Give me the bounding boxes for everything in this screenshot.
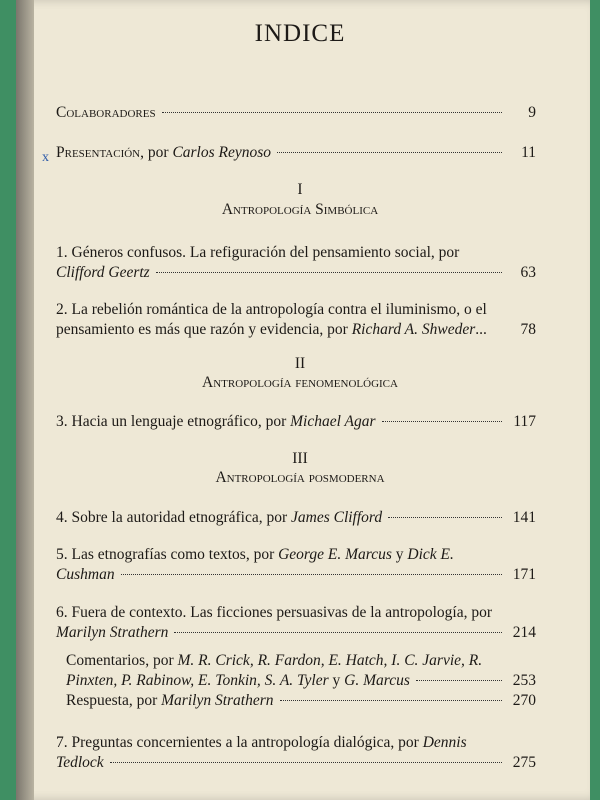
page-number: 63 bbox=[520, 264, 536, 281]
page-number: 141 bbox=[512, 509, 536, 526]
entry-authors: M. R. Crick, R. Fardon, E. Hatch, I. C. Jarvie, R. bbox=[177, 652, 483, 669]
entry-authors-cont: Pinxten, P. Rabinow, E. Tonkin, S. A. Tyler bbox=[66, 672, 329, 689]
leader-dots bbox=[174, 632, 502, 633]
entry-author: Michael Agar bbox=[290, 413, 376, 430]
part-heading: Antropología posmoderna bbox=[215, 469, 385, 486]
entry-author: James Clifford bbox=[291, 509, 383, 526]
entry-author-cont: Tedlock bbox=[56, 754, 104, 771]
toc-entry-3[interactable] bbox=[56, 412, 536, 432]
conjunction: y bbox=[395, 546, 404, 563]
leader-dots bbox=[110, 762, 502, 763]
toc-entry-5[interactable] bbox=[56, 545, 536, 585]
toc-entry-comentarios[interactable] bbox=[66, 651, 536, 691]
toc-entry-colaboradores[interactable] bbox=[56, 103, 536, 123]
entry-author-2-cont: Cushman bbox=[56, 566, 115, 583]
leader-dots bbox=[388, 517, 502, 518]
page-number: 9 bbox=[528, 104, 536, 121]
entry-author-2: Dick E. bbox=[407, 546, 454, 563]
toc-entry-2[interactable]: 2. La rebelión romántica de la antropología contra el iluminismo, o el pensamiento es más que razón y evidencia, por Richard A. Shweder... 78 bbox=[56, 301, 536, 338]
part-numeral: I bbox=[297, 181, 303, 198]
leader-dots bbox=[277, 152, 502, 153]
page-number: 253 bbox=[512, 672, 536, 689]
entry-title: Respuesta, por bbox=[66, 692, 158, 709]
entry-author: Marilyn Strathern bbox=[161, 692, 274, 709]
page-title: INDICE bbox=[254, 20, 346, 47]
leader-dots bbox=[416, 680, 502, 681]
entry-author: Marilyn Strathern bbox=[56, 624, 169, 641]
toc-entry-7[interactable] bbox=[56, 733, 536, 773]
page-number: 117 bbox=[513, 413, 536, 430]
page-number: 270 bbox=[512, 692, 536, 709]
page-number: 78 bbox=[520, 321, 536, 338]
leader-dots bbox=[382, 421, 502, 422]
conjunction: y bbox=[332, 672, 341, 689]
toc-entry-4[interactable] bbox=[56, 508, 536, 528]
entry-label: Presentación bbox=[56, 144, 141, 161]
entry-title-cont: pensamiento es más que razón y evidencia, por bbox=[56, 321, 348, 338]
part-numeral: III bbox=[292, 450, 308, 467]
entry-title: 5. Las etnografías como textos, por bbox=[56, 546, 275, 563]
entry-author: Dennis bbox=[422, 734, 467, 751]
entry-title: Comentarios, por bbox=[66, 652, 174, 669]
entry-title: 7. Preguntas concernientes a la antropología dialógica, por bbox=[56, 734, 419, 751]
entry-title: 2. La rebelión romántica de la antropología contra el iluminismo, o el bbox=[56, 301, 487, 318]
toc-entry-1[interactable] bbox=[56, 243, 536, 283]
entry-title: 6. Fuera de contexto. Las ficciones persuasivas de la antropología, por bbox=[56, 604, 493, 621]
leader-dots bbox=[156, 272, 502, 273]
entry-title: 4. Sobre la autoridad etnográfica, por bbox=[56, 509, 288, 526]
toc-entry-presentacion[interactable]: Presentación, por Carlos Reynoso 11 bbox=[56, 144, 536, 161]
entry-title: 1. Géneros confusos. La refiguración del pensamiento social, por bbox=[56, 244, 460, 261]
leader-dots bbox=[162, 112, 502, 113]
page-number: 214 bbox=[512, 624, 536, 641]
page-number: 171 bbox=[512, 566, 536, 583]
entry-author: Clifford Geertz bbox=[56, 264, 150, 281]
entry-author: Carlos Reynoso bbox=[172, 144, 272, 161]
entry-author: Richard A. Shweder bbox=[351, 321, 476, 338]
book-binding bbox=[16, 0, 34, 800]
page-number: 275 bbox=[512, 754, 536, 771]
part-numeral: II bbox=[294, 355, 306, 372]
toc-entry-6[interactable] bbox=[56, 603, 536, 643]
part-heading: Antropología fenomenológica bbox=[202, 374, 398, 391]
entry-label: Colaboradores bbox=[56, 104, 156, 121]
toc-entry-respuesta[interactable] bbox=[66, 691, 536, 711]
entry-author: G. Marcus bbox=[344, 672, 410, 689]
entry-title: 3. Hacia un lenguaje etnográfico, por bbox=[56, 413, 287, 430]
entry-author: George E. Marcus bbox=[278, 546, 392, 563]
part-heading: Antropología Simbólica bbox=[221, 201, 379, 218]
pen-check-mark: x bbox=[42, 150, 49, 165]
leader-dots bbox=[121, 574, 502, 575]
leader-dots bbox=[280, 700, 502, 701]
page-number: 11 bbox=[521, 144, 536, 161]
